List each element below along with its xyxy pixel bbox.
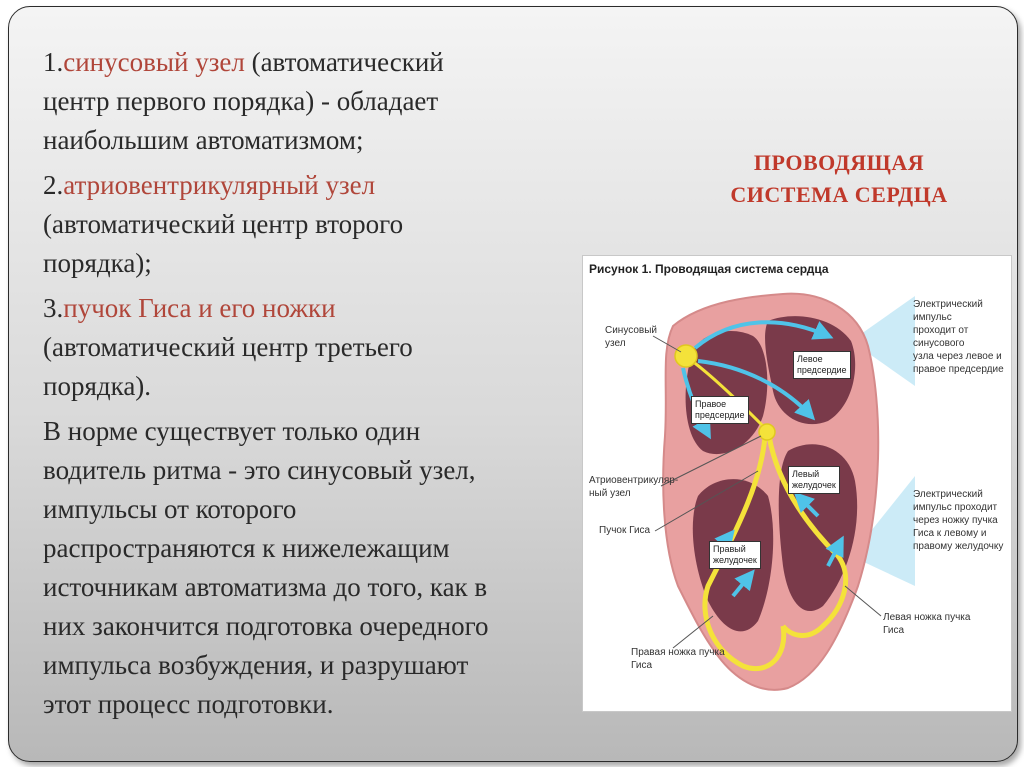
label-impulse-ventricles: Электрический импульс проходит через ножку пучка Гиса к левому и правому желудочку [913, 489, 1004, 552]
text-line: наибольшим автоматизмом; [43, 125, 364, 155]
item-number: 1. [43, 47, 64, 77]
paragraph-sinus-node [43, 43, 563, 160]
label-right-atrium: Правое предсердие [691, 396, 749, 424]
text-line: (автоматический центр второго [43, 209, 404, 239]
term-sinus-node: синусовый узел [63, 47, 245, 77]
label-left-ventricle: Левый желудочек [788, 466, 840, 494]
label-his-bundle: Пучок Гиса [599, 525, 651, 536]
text-line: порядка). [43, 371, 152, 401]
term-av-node: атриовентрикулярный узел [63, 170, 376, 200]
item-number: 2. [43, 170, 64, 200]
paragraph-pacemaker [43, 412, 563, 724]
label-left-atrium: Левое предсердие [793, 351, 851, 379]
text-line: водитель ритма - это синусовый узел, [43, 455, 476, 485]
term-his-bundle: пучок Гиса и его ножки [63, 293, 336, 323]
slide [8, 6, 1018, 762]
label-sinus-node: Синусовый узел [605, 325, 657, 349]
label-right-bundle-branch: Правая ножка пучка Гиса [631, 647, 725, 671]
main-text [43, 43, 563, 730]
text-line: распространяются к нижележащим [43, 533, 450, 563]
text-line: (автоматический центр третьего [43, 332, 413, 362]
text-line: импульсы от которого [43, 494, 297, 524]
sinus-node-marker [675, 345, 697, 367]
text-line: центр первого порядка) - обладает [43, 86, 439, 116]
text-line: них закончится подготовка очередного [43, 611, 489, 641]
section-title-line: СИСТЕМА СЕРДЦА [730, 182, 948, 207]
text-line: импульса возбуждения, и разрушают [43, 650, 469, 680]
section-title [689, 147, 989, 211]
text-line: порядка); [43, 248, 152, 278]
label-left-bundle-branch: Левая ножка пучка Гиса [883, 612, 971, 636]
label-impulse-atria: Электрический импульс проходит от синусового узла через левое и правое предсердие [913, 299, 1004, 375]
heart-conduction-figure [582, 255, 1012, 712]
item-number: 3. [43, 293, 64, 323]
figure-caption: Рисунок 1. Проводящая система сердца [589, 262, 829, 276]
paragraph-his-bundle [43, 289, 563, 406]
av-node-marker [759, 424, 775, 440]
text-line: (автоматический [244, 47, 444, 77]
text-line: В норме существует только один [43, 416, 421, 446]
section-title-line: ПРОВОДЯЩАЯ [753, 150, 925, 175]
text-line: этот процесс подготовки. [43, 689, 334, 719]
text-line: источникам автоматизма до того, как в [43, 572, 488, 602]
label-right-ventricle: Правый желудочек [709, 541, 761, 569]
label-av-node: Атриовентрикуляр- ный узел [589, 475, 679, 499]
paragraph-av-node [43, 166, 563, 283]
